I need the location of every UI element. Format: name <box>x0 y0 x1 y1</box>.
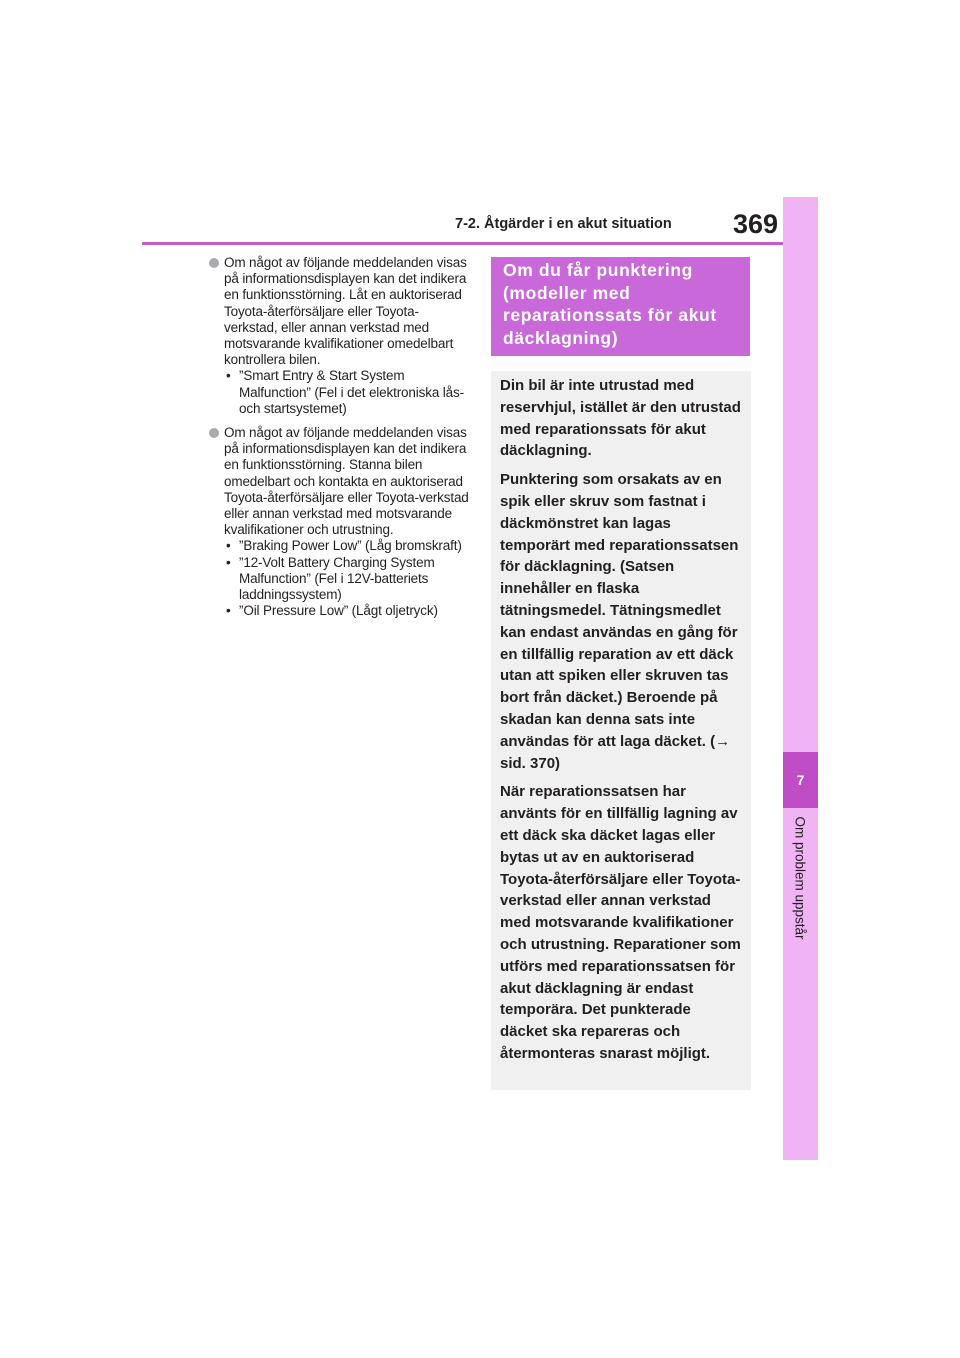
bullet-circle-icon <box>209 428 219 438</box>
chapter-label: Om problem uppstår <box>792 816 808 940</box>
bullet-icon: • <box>226 368 231 384</box>
header-rule <box>142 242 785 245</box>
item-text: Om något av följande meddelanden visas på informationsdisplayen kan det indikera en funktionsstörning. Stanna bilen omedelbart och kontakta en auktoriserad Toyota-återförsäljare eller Toyota-verkstad eller annan verkstad med motsvarande kvalifikationer och utrustning. <box>224 425 469 538</box>
section-heading-box <box>491 257 750 356</box>
chapter-side-tab <box>783 197 818 1160</box>
list-item <box>209 425 471 619</box>
sub-list-item <box>224 538 471 554</box>
bullet-icon: • <box>226 603 231 619</box>
item-text: Om något av följande meddelanden visas på informationsdisplayen kan det indikera en funktionsstörning. Låt en auktoriserad Toyota-återförsäljare eller Toyota-verkstad, eller annan verkstad med motsvarande kvalifikationer omedelbart kontrollera bilen. <box>224 255 467 368</box>
message-name: ”12-Volt Battery Charging System Malfunction” (Fel i 12V-batteriets laddningssystem) <box>239 554 435 603</box>
section-heading: Om du får punktering (modeller med reparationssats för akut däcklagning) <box>503 260 717 348</box>
info-paragraph: Din bil är inte utrustad med reservhjul, istället är den utrustad med reparationssats för akut däcklagning. <box>500 377 741 460</box>
sub-list-item <box>224 603 471 619</box>
info-paragraph: När reparationssatsen har använts för en tillfällig lagning av ett däck ska däcket lagas eller bytas ut av en auktoriserad Toyota-återförsäljare eller Toyota-verkstad eller annan verkstad med motsvarande kvalifikationer och utrustning. Reparationer som utförs med reparationssatsen för akut däcklagning är endast temporära. Det punkterade däcket ska repareras och återmonteras snarast möjligt. <box>500 783 741 1062</box>
sub-list-item <box>224 555 471 604</box>
left-column <box>209 255 471 627</box>
info-box <box>491 371 751 1090</box>
chapter-number-tab[interactable]: 7 <box>783 752 818 808</box>
page-number: 369 <box>733 209 779 239</box>
sub-list-item <box>224 368 471 417</box>
message-name: ”Oil Pressure Low” (Lågt oljetryck) <box>239 603 438 619</box>
section-title: 7-2. Åtgärder i en akut situation <box>455 216 672 232</box>
bullet-circle-icon <box>209 258 219 268</box>
bullet-icon: • <box>226 554 231 570</box>
message-name: ”Braking Power Low” (Låg bromskraft) <box>239 538 462 554</box>
info-paragraph: Punktering som orsakats av en spik eller skruv som fastnat i däckmönstret kan lagas temporärt med reparationssatsen för däcklagning. (Satsen innehåller en flaska tätningsmedel. Tätningsmedlet kan endast användas en gång för en tillfällig reparation av ett däck utan att spiken eller skruven tas bort från däcket.) Beroende på skadan kan denna sats inte användas för att laga däcket. (→ sid. 370) <box>500 471 739 772</box>
message-name: ”Smart Entry & Start System Malfunction” (Fel i det elektroniska lås- och startsystemet) <box>239 368 464 416</box>
bullet-icon: • <box>226 538 231 554</box>
list-item <box>209 255 471 417</box>
